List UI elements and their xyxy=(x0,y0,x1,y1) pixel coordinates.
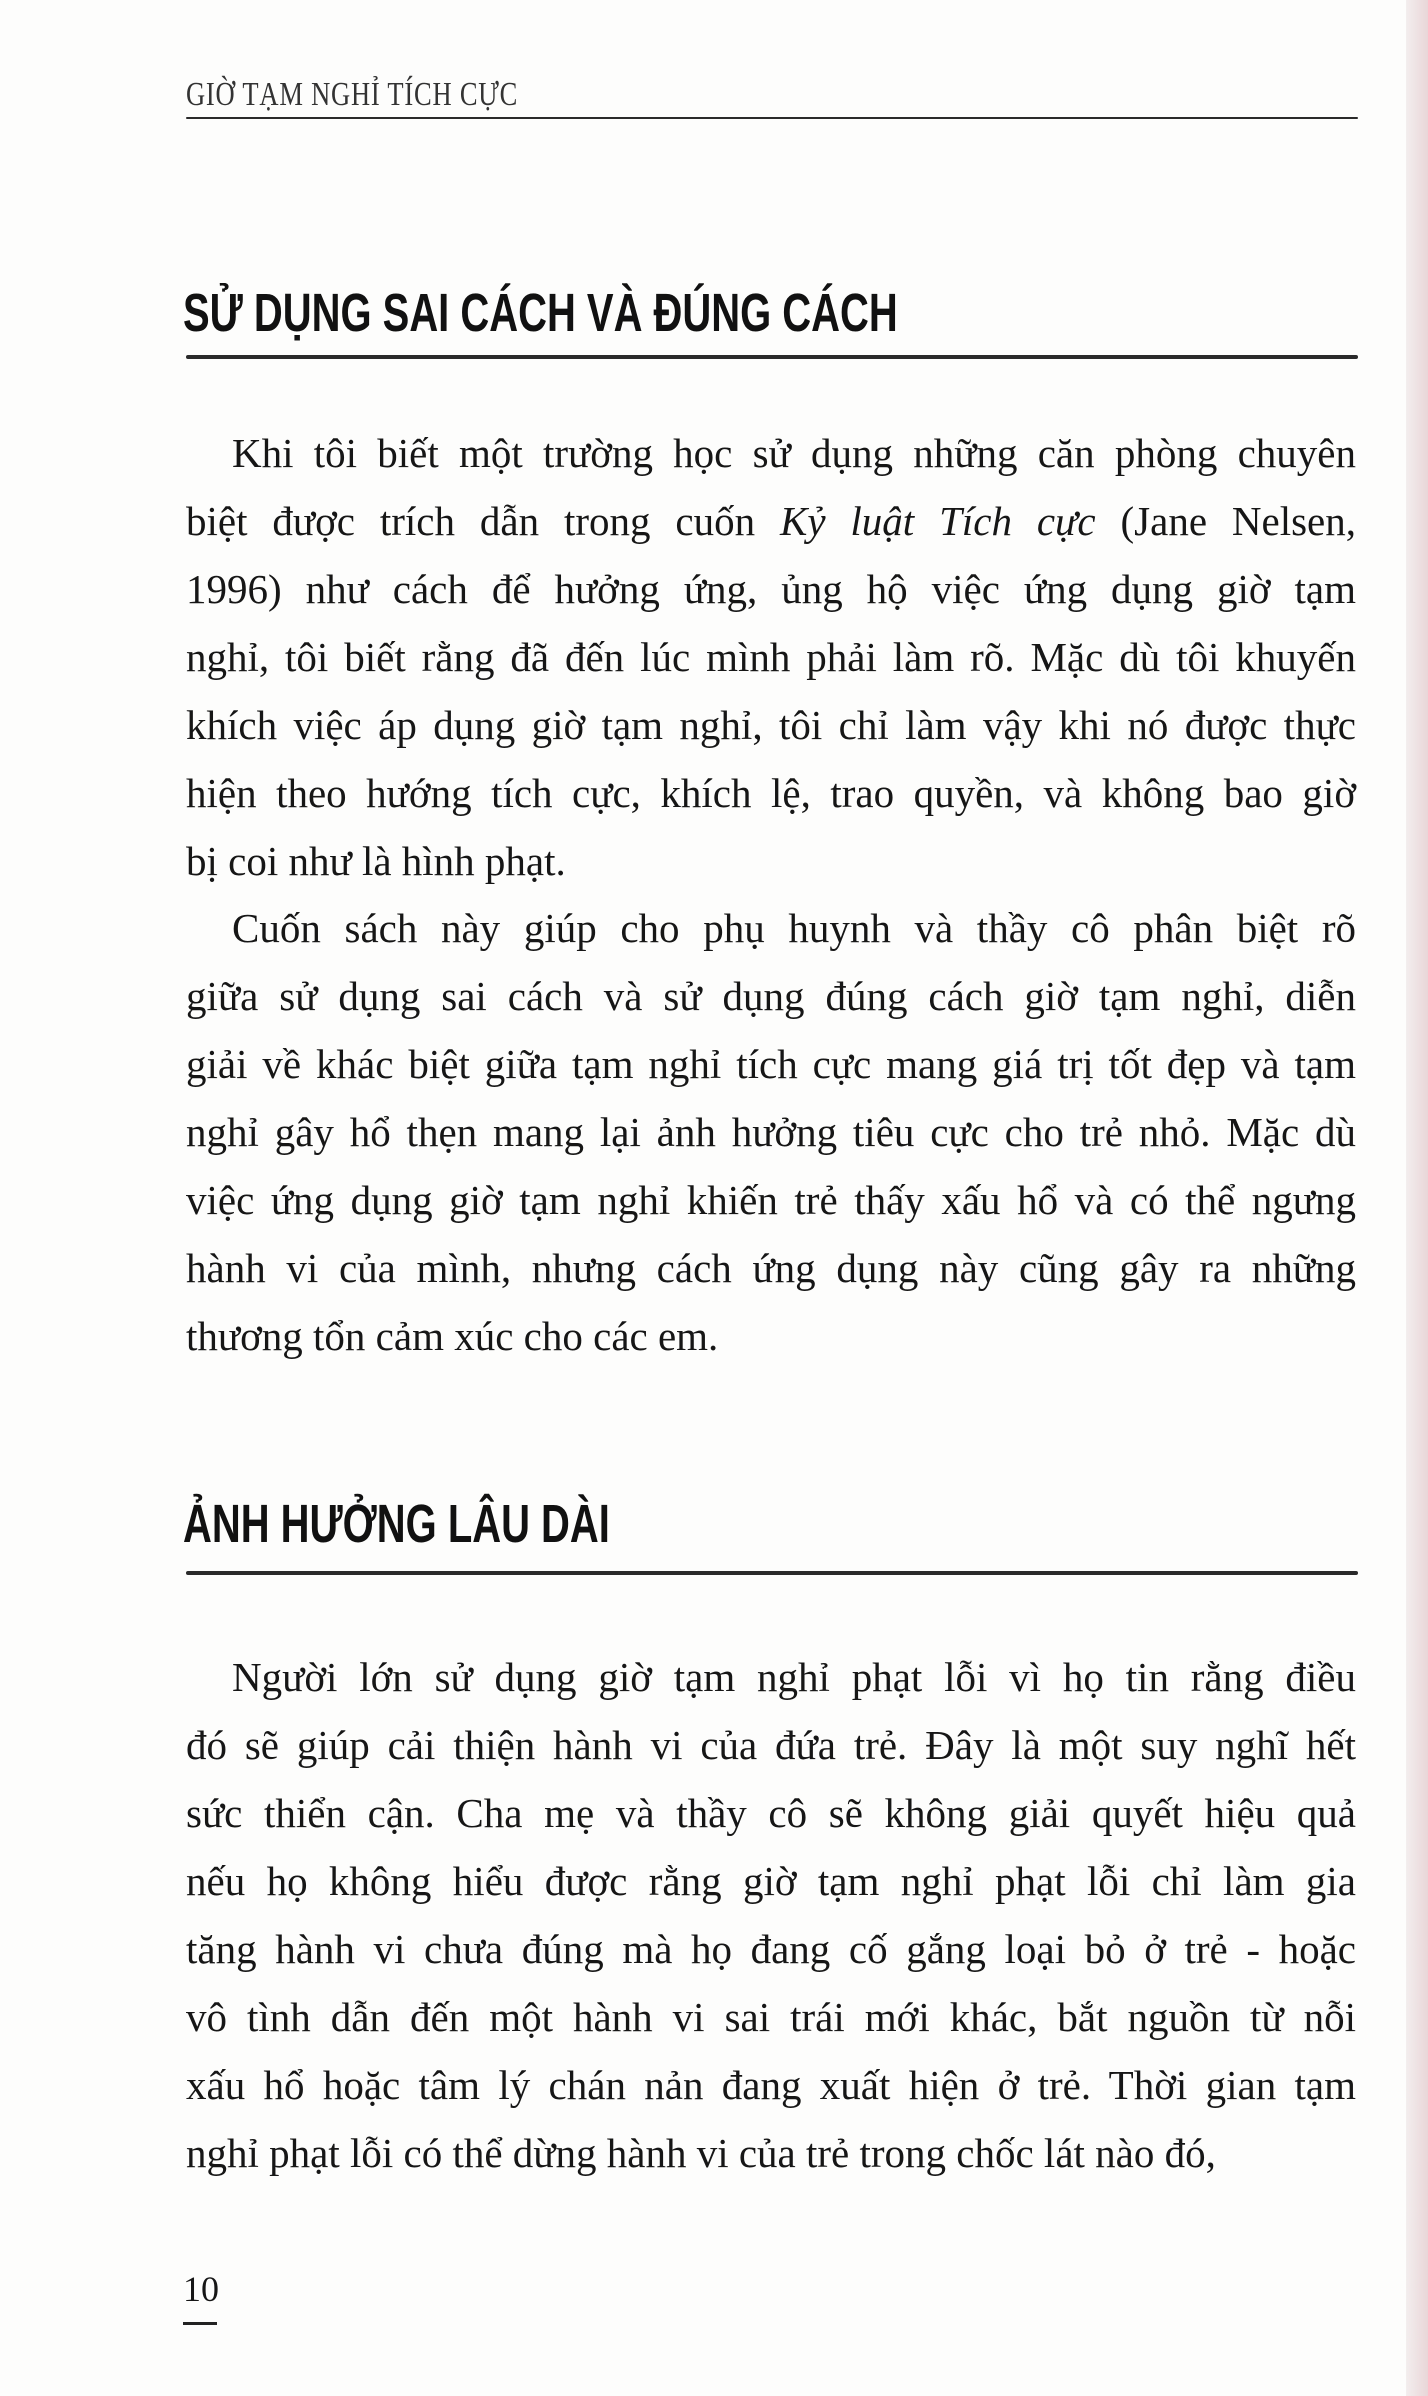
text-line xyxy=(186,1302,1356,1370)
text-line xyxy=(186,1847,1356,1915)
text-segment: xấu hổ hoặc tâm lý chán nản đang xuất hiện ở trẻ. Thời gian tạm xyxy=(186,2062,1356,2108)
text-segment: nghỉ, tôi biết rằng đã đến lúc mình phải làm rõ. Mặc dù tôi khuyến xyxy=(186,634,1356,680)
text-segment: nghỉ gây hổ thẹn mang lại ảnh hưởng tiêu cực cho trẻ nhỏ. Mặc dù xyxy=(186,1109,1356,1155)
text-line xyxy=(186,1098,1356,1166)
text-segment: thương tổn cảm xúc cho các em. xyxy=(186,1313,719,1359)
text-segment: nghỉ phạt lỗi có thể dừng hành vi của trẻ trong chốc lát nào đó, xyxy=(186,2130,1216,2176)
page-edge xyxy=(1406,0,1428,2396)
book-title: Kỷ luật Tích cực xyxy=(779,498,1096,544)
text-line xyxy=(186,1030,1356,1098)
text-line xyxy=(186,1983,1356,2051)
text-segment: hiện theo hướng tích cực, khích lệ, trao quyền, và không bao giờ xyxy=(186,770,1356,816)
text-segment: sức thiển cận. Cha mẹ và thầy cô sẽ không giải quyết hiệu quả xyxy=(186,1790,1356,1836)
text-segment: việc ứng dụng giờ tạm nghỉ khiến trẻ thấy xấu hổ và có thể ngưng xyxy=(186,1177,1356,1223)
text-segment: hành vi của mình, nhưng cách ứng dụng này cũng gây ra những xyxy=(186,1245,1356,1291)
text-segment: tăng hành vi chưa đúng mà họ đang cố gắng loại bỏ ở trẻ - hoặc xyxy=(186,1926,1356,1972)
page-number-rule xyxy=(183,2322,217,2325)
text-segment: bị coi như là hình phạt. xyxy=(186,838,566,884)
text-line xyxy=(186,1779,1356,1847)
text-segment: nếu họ không hiểu được rằng giờ tạm nghỉ phạt lỗi chỉ làm gia xyxy=(186,1858,1356,1904)
section-heading-2: ẢNH HƯỞNG LÂU DÀI xyxy=(183,1494,610,1554)
text-segment: Người lớn sử dụng giờ tạm nghỉ phạt lỗi vì họ tin rằng điều xyxy=(232,1654,1356,1700)
text-line xyxy=(232,419,1356,487)
text-line xyxy=(232,1643,1356,1711)
text-segment: đó sẽ giúp cải thiện hành vi của đứa trẻ. Đây là một suy nghĩ hết xyxy=(186,1722,1356,1768)
text-line xyxy=(186,2051,1356,2119)
text-line xyxy=(186,487,1356,555)
text-line xyxy=(186,1234,1356,1302)
page-number: 10 xyxy=(183,2269,219,2309)
text-line xyxy=(186,827,1356,895)
heading-rule-1 xyxy=(186,355,1358,359)
text-line xyxy=(186,962,1356,1030)
text-line xyxy=(186,1915,1356,1983)
text-segment: Khi tôi biết một trường học sử dụng những căn phòng chuyên xyxy=(232,430,1356,476)
text-segment: giữa sử dụng sai cách và sử dụng đúng cách giờ tạm nghỉ, diễn xyxy=(186,973,1356,1019)
text-segment: khích việc áp dụng giờ tạm nghỉ, tôi chỉ làm vậy khi nó được thực xyxy=(186,702,1356,748)
text-segment: vô tình dẫn đến một hành vi sai trái mới khác, bắt nguồn từ nỗi xyxy=(186,1994,1356,2040)
running-header: GIỜ TẠM NGHỈ TÍCH CỰC xyxy=(186,76,519,113)
text-line xyxy=(186,1166,1356,1234)
text-segment: Cuốn sách này giúp cho phụ huynh và thầy cô phân biệt rõ xyxy=(232,905,1356,951)
text-segment: (Jane Nelsen, xyxy=(1095,498,1357,544)
text-line xyxy=(232,894,1356,962)
text-segment: 1996) như cách để hưởng ứng, ủng hộ việc ứng dụng giờ tạm xyxy=(186,566,1356,612)
heading-rule-2 xyxy=(186,1571,1358,1575)
text-line xyxy=(186,759,1356,827)
header-rule xyxy=(186,117,1358,119)
text-line xyxy=(186,691,1356,759)
text-segment: biệt được trích dẫn trong cuốn xyxy=(186,498,780,544)
text-line xyxy=(186,555,1356,623)
text-line xyxy=(186,2119,1356,2187)
text-line xyxy=(186,623,1356,691)
section-heading-1: SỬ DỤNG SAI CÁCH VÀ ĐÚNG CÁCH xyxy=(183,283,898,343)
text-segment: giải về khác biệt giữa tạm nghỉ tích cực mang giá trị tốt đẹp và tạm xyxy=(186,1041,1356,1087)
text-line xyxy=(186,1711,1356,1779)
